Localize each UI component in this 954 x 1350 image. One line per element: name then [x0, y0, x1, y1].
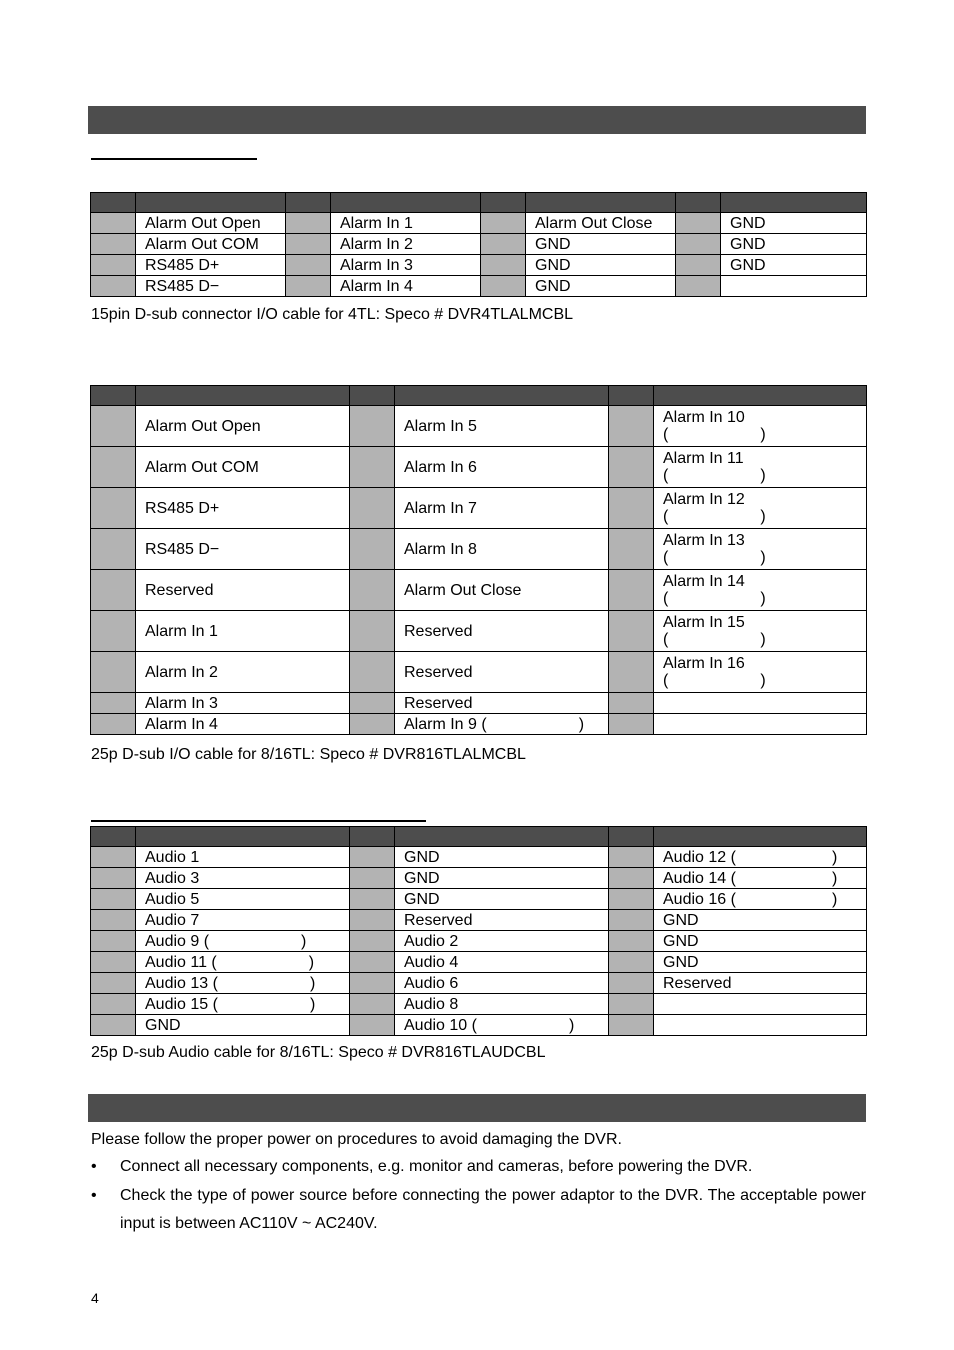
table-cell: GND	[654, 952, 867, 973]
table-cell	[721, 276, 867, 297]
pinout-table-25p-io	[90, 385, 867, 735]
table-cell: Reserved	[395, 611, 609, 652]
table-header-row	[91, 386, 867, 406]
table-cell: Audio 1	[136, 847, 350, 868]
table-caption-25p-io: 25p D-sub I/O cable for 8/16TL: Speco # DVR816TLALMCBL	[91, 746, 526, 763]
table-cell: Audio 2	[395, 931, 609, 952]
table-cell: Alarm In 6	[395, 447, 609, 488]
table-cell: Audio 4	[395, 952, 609, 973]
table-cell: Audio 3	[136, 868, 350, 889]
table-cell: Reserved	[395, 652, 609, 693]
table-cell: Alarm In 2	[136, 652, 350, 693]
table-cell: Audio 15 ( )	[136, 994, 350, 1015]
table-cell: Alarm In 12 ( )	[654, 488, 867, 529]
table-cell: Audio 6	[395, 973, 609, 994]
table-cell: Alarm In 7	[395, 488, 609, 529]
table-row	[91, 213, 867, 234]
table-row	[91, 488, 867, 529]
table-cell: Alarm In 3	[136, 693, 350, 714]
table-cell: Alarm In 5	[395, 406, 609, 447]
power-intro-text: Please follow the proper power on procedures to avoid damaging the DVR.	[91, 1131, 622, 1148]
table-cell	[654, 693, 867, 714]
table-cell: Audio 13 ( )	[136, 973, 350, 994]
table-row	[91, 693, 867, 714]
table-cell: GND	[395, 889, 609, 910]
section-header-bar	[88, 106, 866, 134]
table-cell: GND	[395, 847, 609, 868]
table-cell: Alarm In 16 ( )	[654, 652, 867, 693]
table-cell: Alarm In 2	[331, 234, 481, 255]
bullet-icon: •	[91, 1158, 97, 1175]
table-cell: Audio 12 ( )	[654, 847, 867, 868]
table-cell: Reserved	[654, 973, 867, 994]
subheading-underline	[91, 820, 426, 822]
table-cell: Alarm In 15 ( )	[654, 611, 867, 652]
table-row	[91, 255, 867, 276]
table-cell: Alarm In 4	[136, 714, 350, 735]
table-cell: Alarm In 1	[331, 213, 481, 234]
table-caption-25p-audio: 25p D-sub Audio cable for 8/16TL: Speco # DVR816TLAUDCBL	[91, 1044, 546, 1061]
table-row	[91, 447, 867, 488]
table-cell	[654, 1015, 867, 1036]
table-cell: GND	[654, 910, 867, 931]
table-row	[91, 847, 867, 868]
table-cell: Audio 10 ( )	[395, 1015, 609, 1036]
table-cell: Alarm In 8	[395, 529, 609, 570]
table-cell: Audio 16 ( )	[654, 889, 867, 910]
table-row	[91, 910, 867, 931]
table-cell: Audio 14 ( )	[654, 868, 867, 889]
table-cell: GND	[136, 1015, 350, 1036]
table-cell: Alarm In 13 ( )	[654, 529, 867, 570]
table-row	[91, 889, 867, 910]
table-caption-15pin: 15pin D-sub connector I/O cable for 4TL: Speco # DVR4TLALMCBL	[91, 306, 574, 323]
table-cell: GND	[526, 255, 676, 276]
table-cell: Alarm Out COM	[136, 234, 286, 255]
table-cell: Audio 11 ( )	[136, 952, 350, 973]
table-cell: Alarm In 14 ( )	[654, 570, 867, 611]
table-cell: Alarm In 1	[136, 611, 350, 652]
table-cell: Audio 9 ( )	[136, 931, 350, 952]
table-cell: Alarm In 9 ( )	[395, 714, 609, 735]
table-row	[91, 973, 867, 994]
table-row	[91, 652, 867, 693]
table-cell: Audio 5	[136, 889, 350, 910]
table-cell: Reserved	[395, 910, 609, 931]
table-row	[91, 1015, 867, 1036]
table-row	[91, 611, 867, 652]
pinout-table-25p-audio	[90, 826, 867, 1036]
section-header-bar	[88, 1094, 866, 1122]
table-row	[91, 952, 867, 973]
table-cell: GND	[721, 213, 867, 234]
table-row	[91, 931, 867, 952]
table-cell: Alarm Out Open	[136, 406, 350, 447]
page-number: 4	[91, 1290, 99, 1306]
table-cell: Audio 8	[395, 994, 609, 1015]
table-cell: Alarm Out Open	[136, 213, 286, 234]
table-row	[91, 570, 867, 611]
table-row	[91, 276, 867, 297]
bullet-icon: •	[91, 1187, 97, 1204]
table-cell: GND	[654, 931, 867, 952]
table-cell: Alarm Out Close	[526, 213, 676, 234]
list-item: • Check the type of power source before connecting the power adaptor to the DVR. The acceptable power input is between AC110V ~ AC240V.	[91, 1182, 866, 1238]
table-cell: Reserved	[395, 693, 609, 714]
table-cell: GND	[526, 234, 676, 255]
table-cell: GND	[721, 234, 867, 255]
table-cell: Alarm In 4	[331, 276, 481, 297]
table-cell: Alarm In 11 ( )	[654, 447, 867, 488]
table-cell: Alarm In 3	[331, 255, 481, 276]
table-header-row	[91, 827, 867, 847]
table-row	[91, 714, 867, 735]
table-cell: RS485 D+	[136, 255, 286, 276]
table-cell: GND	[721, 255, 867, 276]
table-cell: RS485 D−	[136, 529, 350, 570]
table-cell: Alarm Out COM	[136, 447, 350, 488]
table-cell: Reserved	[136, 570, 350, 611]
table-row	[91, 868, 867, 889]
table-cell	[654, 714, 867, 735]
subheading-underline	[91, 158, 257, 160]
table-cell: Alarm In 10 ( )	[654, 406, 867, 447]
table-cell: RS485 D+	[136, 488, 350, 529]
pinout-table-15pin	[90, 192, 867, 297]
table-cell: RS485 D−	[136, 276, 286, 297]
table-cell: GND	[526, 276, 676, 297]
table-row	[91, 234, 867, 255]
table-row	[91, 406, 867, 447]
list-item: • Connect all necessary components, e.g. monitor and cameras, before powering the DVR.	[91, 1153, 866, 1181]
table-header-row	[91, 193, 867, 213]
table-row	[91, 529, 867, 570]
table-cell: Alarm Out Close	[395, 570, 609, 611]
table-cell	[654, 994, 867, 1015]
table-cell: GND	[395, 868, 609, 889]
table-cell: Audio 7	[136, 910, 350, 931]
table-row	[91, 994, 867, 1015]
